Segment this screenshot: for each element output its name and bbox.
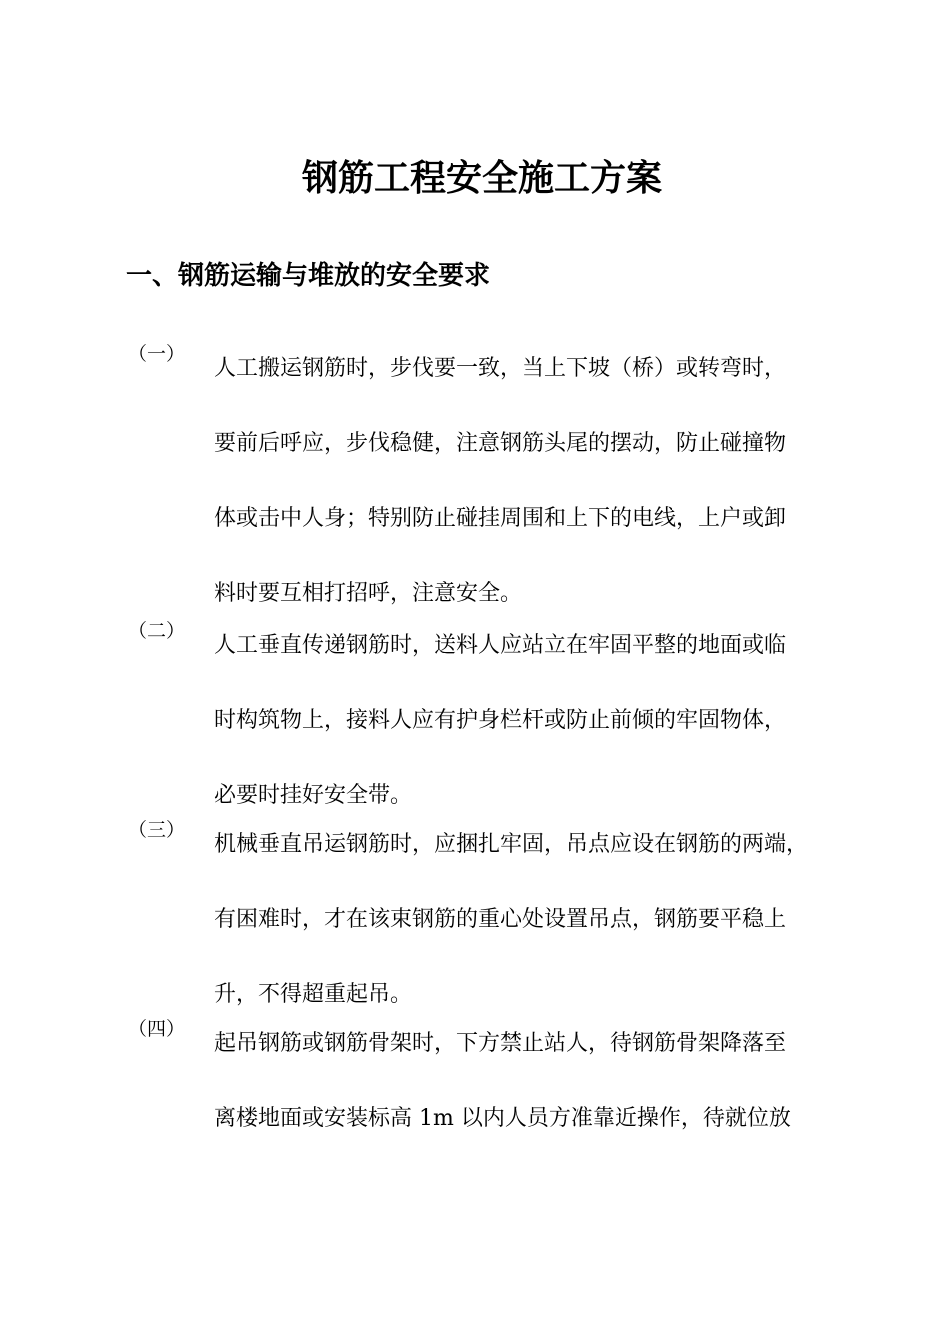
item-text bbox=[214, 608, 854, 833]
list-item bbox=[0, 331, 950, 606]
item-line: 离楼地面或安装标高 1m 以内人员方准靠近操作，待就位放 bbox=[214, 1106, 791, 1131]
item-line: 体或击中人身；特别防止碰挂周围和上下的电线，上户或卸 bbox=[214, 506, 787, 531]
list-item bbox=[0, 807, 950, 1007]
item-line: 要前后呼应，步伐稳健，注意钢筋头尾的摆动，防止碰撞物 bbox=[214, 431, 787, 456]
item-line: 料时要互相打招呼，注意安全。 bbox=[214, 581, 523, 606]
item-line: 人工搬运钢筋时，步伐要一致，当上下坡（桥）或转弯时， bbox=[214, 356, 787, 381]
item-line: 起吊钢筋或钢筋骨架时，下方禁止站人，待钢筋骨架降落至 bbox=[214, 1031, 787, 1056]
item-line: 必要时挂好安全带。 bbox=[214, 783, 413, 808]
item-label: （一） bbox=[128, 343, 186, 365]
list-item bbox=[0, 608, 950, 808]
list-item bbox=[0, 1006, 950, 1146]
section-heading: 一、钢筋运输与堆放的安全要求 bbox=[126, 261, 491, 291]
document-title: 钢筋工程安全施工方案 bbox=[301, 158, 662, 199]
item-list bbox=[0, 345, 950, 1170]
item-text bbox=[214, 331, 854, 631]
item-line: 时构筑物上，接料人应有护身栏杆或防止前倾的牢固物体， bbox=[214, 708, 787, 733]
item-label: （三） bbox=[128, 819, 186, 841]
item-line: 机械垂直吊运钢筋时，应捆扎牢固，吊点应设在钢筋的两端， bbox=[214, 832, 809, 857]
item-line: 人工垂直传递钢筋时，送料人应站立在牢固平整的地面或临 bbox=[214, 633, 787, 658]
item-text bbox=[214, 807, 854, 1032]
item-label: （二） bbox=[128, 620, 186, 642]
item-label: （四） bbox=[128, 1018, 186, 1040]
item-line: 升，不得超重起吊。 bbox=[214, 982, 413, 1007]
item-text bbox=[214, 1006, 854, 1156]
item-line: 有困难时，才在该束钢筋的重心处设置吊点，钢筋要平稳上 bbox=[214, 907, 787, 932]
